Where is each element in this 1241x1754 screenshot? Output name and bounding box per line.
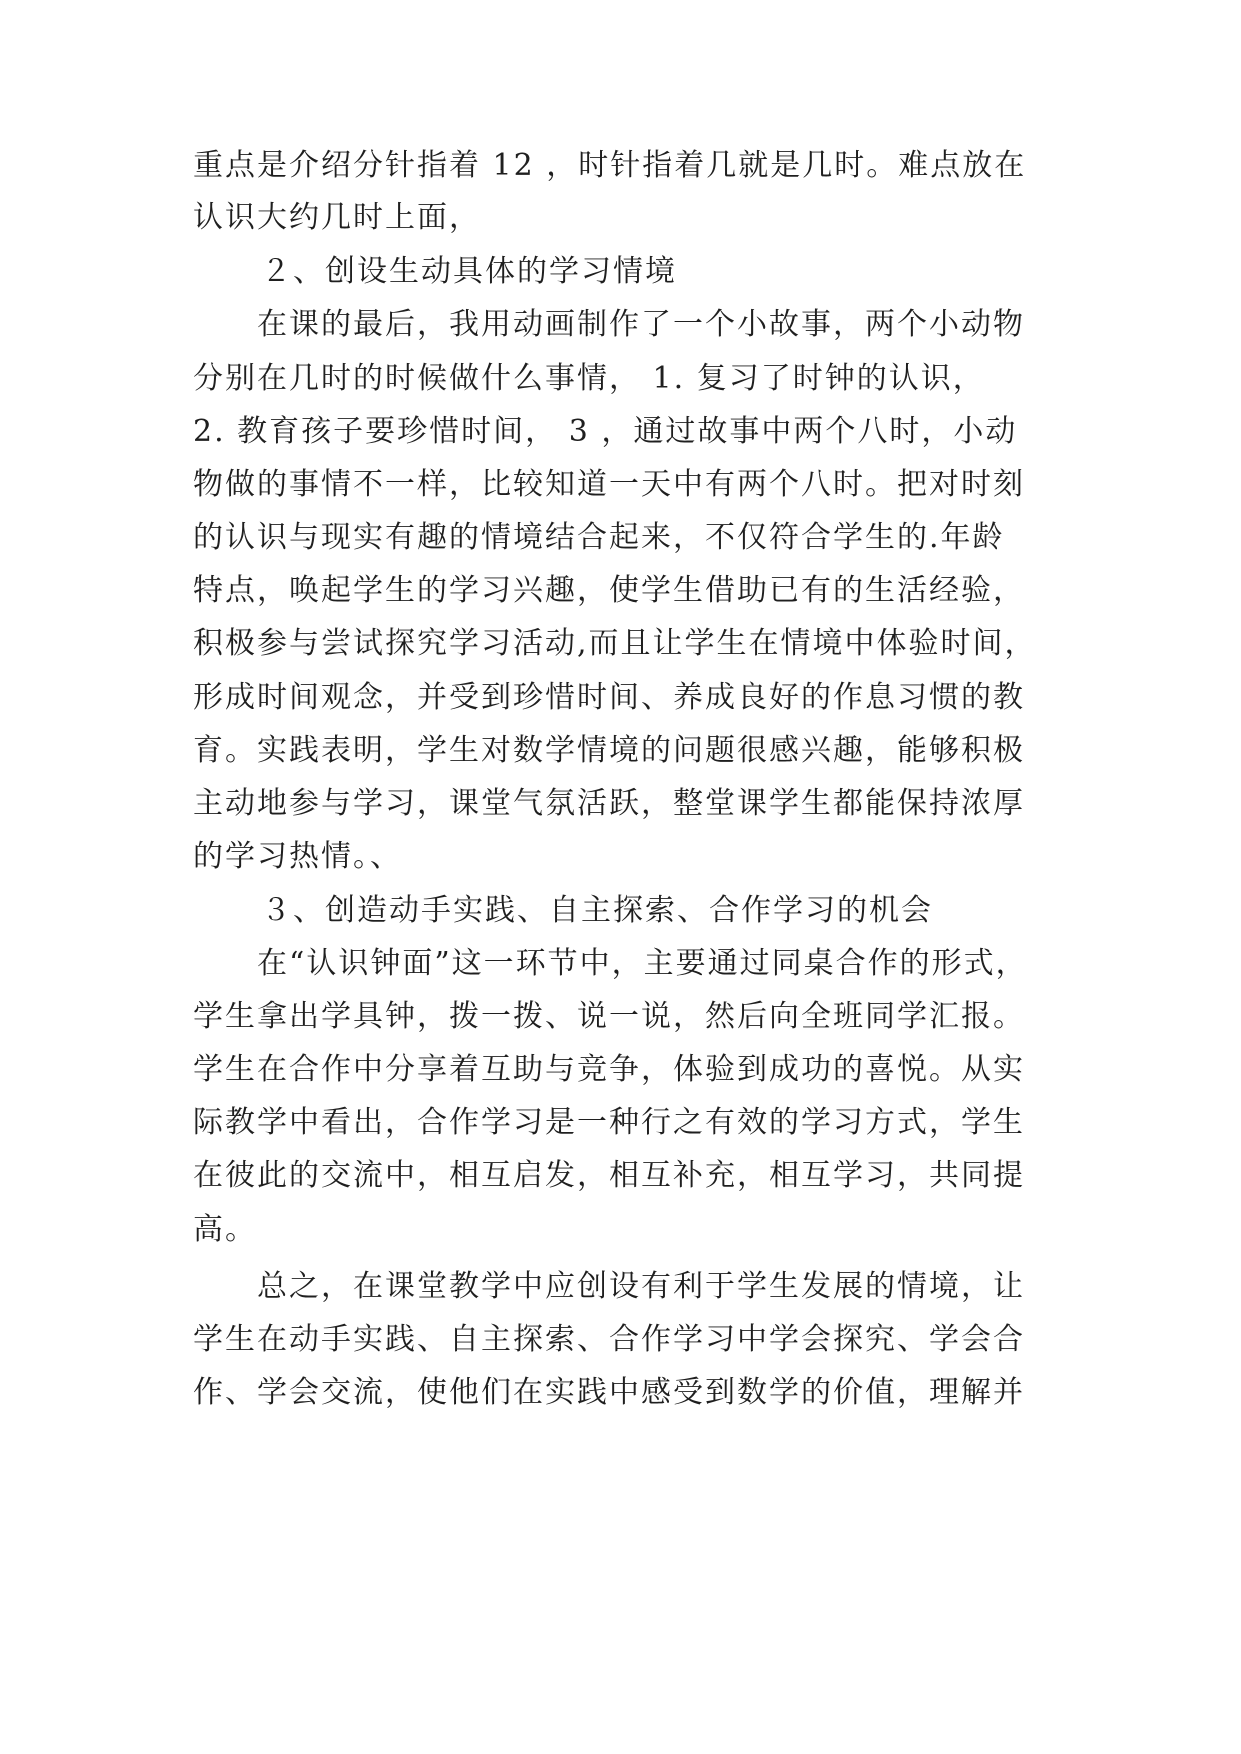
text-line: 的学习热情。、	[193, 839, 402, 874]
text-line: 学生在动手实践、自主探索、合作学习中学会探究、学会合	[193, 1322, 1025, 1357]
paragraph-first-line: 在“认识钟面”这一环节中，主要通过同桌合作的形式，	[257, 946, 1028, 981]
text-line: 育。实践表明，学生对数学情境的问题很感兴趣，能够积极	[193, 733, 1025, 768]
text-line: 分别在几时的时候做什么事情， 1. 复习了时钟的认识，	[193, 361, 985, 396]
paragraph-first-line: 总之，在课堂教学中应创设有利于学生发展的情境，让	[257, 1269, 1025, 1304]
text-line: 学生在合作中分享着互助与竞争，体验到成功的喜悦。从实	[193, 1052, 1025, 1087]
section-heading: ３、创造动手实践、自主探索、合作学习的机会	[261, 893, 933, 928]
text-line: 物做的事情不一样，比较知道一天中有两个八时。把对时刻	[193, 467, 1025, 502]
text-line: 认识大约几时上面，	[193, 200, 481, 235]
text-line: 在彼此的交流中，相互启发，相互补充，相互学习，共同提	[193, 1158, 1025, 1193]
text-line: 特点，唤起学生的学习兴趣，使学生借助已有的生活经验，	[193, 573, 1025, 608]
text-line: 作、学会交流，使他们在实践中感受到数学的价值，理解并	[193, 1375, 1025, 1410]
text-line: 主动地参与学习，课堂气氛活跃，整堂课学生都能保持浓厚	[193, 786, 1025, 821]
text-line: 学生拿出学具钟，拨一拨、说一说，然后向全班同学汇报。	[193, 999, 1025, 1034]
text-line: 形成时间观念，并受到珍惜时间、养成良好的作息习惯的教	[193, 680, 1025, 715]
text-line: 重点是介绍分针指着 12 ，时针指着几就是几时。难点放在	[193, 148, 1027, 183]
paragraph-first-line: 在课的最后，我用动画制作了一个小故事，两个小动物	[257, 307, 1025, 342]
text-line: 2. 教育孩子要珍惜时间， 3 ，通过故事中两个八时，小动	[193, 414, 1018, 449]
text-line: 的认识与现实有趣的情境结合起来，不仅符合学生的.年龄	[193, 520, 1005, 555]
text-line: 际教学中看出，合作学习是一种行之有效的学习方式，学生	[193, 1105, 1025, 1140]
text-line: 积极参与尝试探究学习活动,而且让学生在情境中体验时间，	[193, 626, 1037, 661]
text-line: 高。	[193, 1212, 257, 1247]
section-heading: ２、创设生动具体的学习情境	[261, 254, 677, 289]
